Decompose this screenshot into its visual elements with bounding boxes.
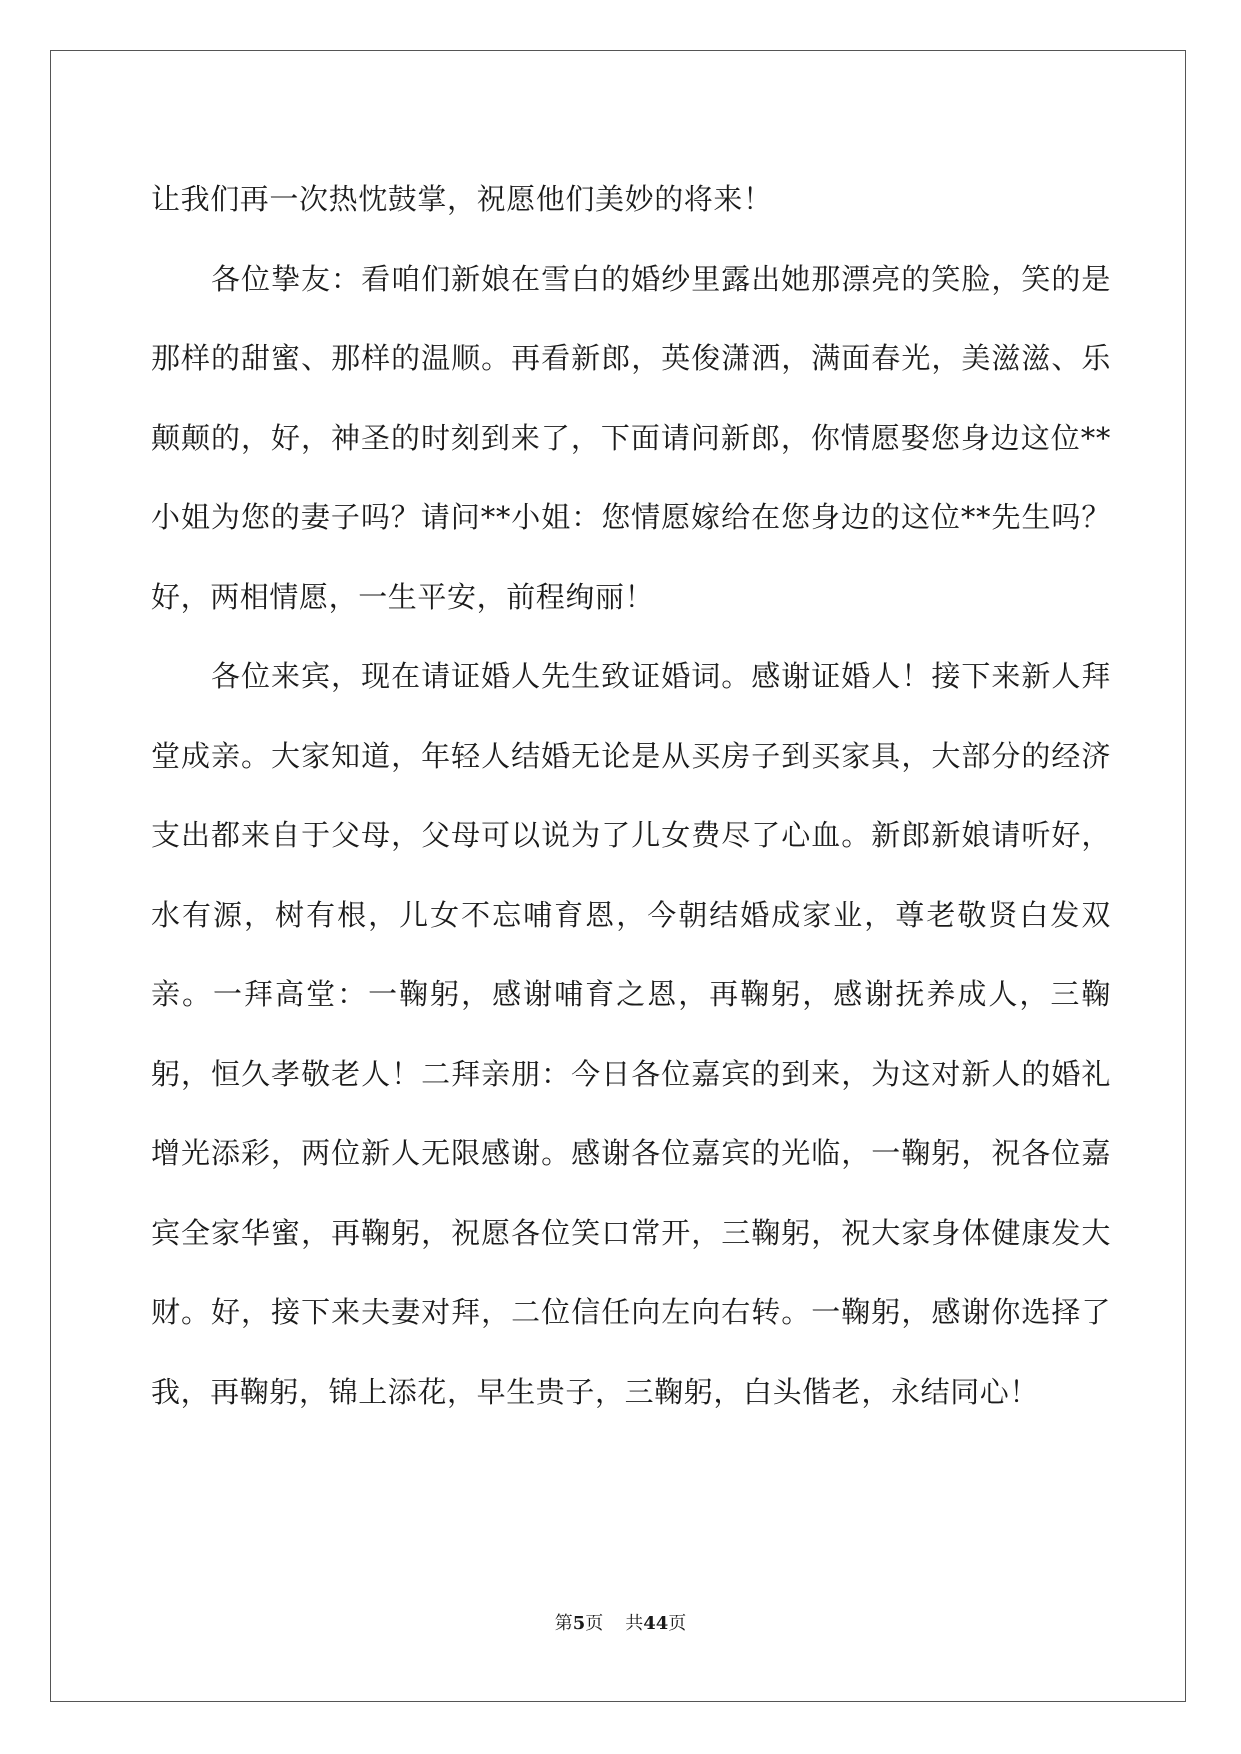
total-pages: 44 (643, 1613, 669, 1634)
page-footer (0, 1612, 1241, 1636)
paragraph-2: 各位挚友：看咱们新娘在雪白的婚纱里露出她那漂亮的笑脸，笑的是那样的甜蜜、那样的温顺。再看新郎，英俊潇洒，满面春光，美滋滋、乐颠颠的，好，神圣的时刻到来了，下面请问新郎，你情愿娶您身边这位**小姐为您的妻子吗？请问**小姐：您情愿嫁给在您身边的这位**先生吗？好，两相情愿，一生平安，前程绚丽！ (151, 261, 1111, 614)
page-number: 5 (572, 1613, 586, 1634)
total-suffix: 页 (668, 1613, 687, 1634)
document-body (151, 160, 1111, 1432)
total-prefix: 共 (625, 1613, 644, 1634)
paragraph-1: 让我们再一次热忱鼓掌，祝愿他们美妙的将来！ (151, 182, 773, 216)
page-suffix: 页 (585, 1613, 604, 1634)
page-prefix: 第 (554, 1613, 573, 1634)
paragraph-3: 各位来宾，现在请证婚人先生致证婚词。感谢证婚人！接下来新人拜堂成亲。大家知道，年轻人结婚无论是从买房子到买家具，大部分的经济支出都来自于父母，父母可以说为了儿女费尽了心血。新郎新娘请听好，水有源，树有根，儿女不忘哺育恩，今朝结婚成家业，尊老敬贤白发双亲。一拜高堂：一鞠躬，感谢哺育之恩，再鞠躬，感谢抚养成人，三鞠躬，恒久孝敬老人！二拜亲朋：今日各位嘉宾的到来，为这对新人的婚礼增光添彩，两位新人无限感谢。感谢各位嘉宾的光临，一鞠躬，祝各位嘉宾全家华蜜，再鞠躬，祝愿各位笑口常开，三鞠躬，祝大家身体健康发大财。好，接下来夫妻对拜，二位信任向左向右转。一鞠躬，感谢你选择了我，再鞠躬，锦上添花，早生贵子，三鞠躬，白头偕老，永结同心！ (151, 659, 1111, 1409)
